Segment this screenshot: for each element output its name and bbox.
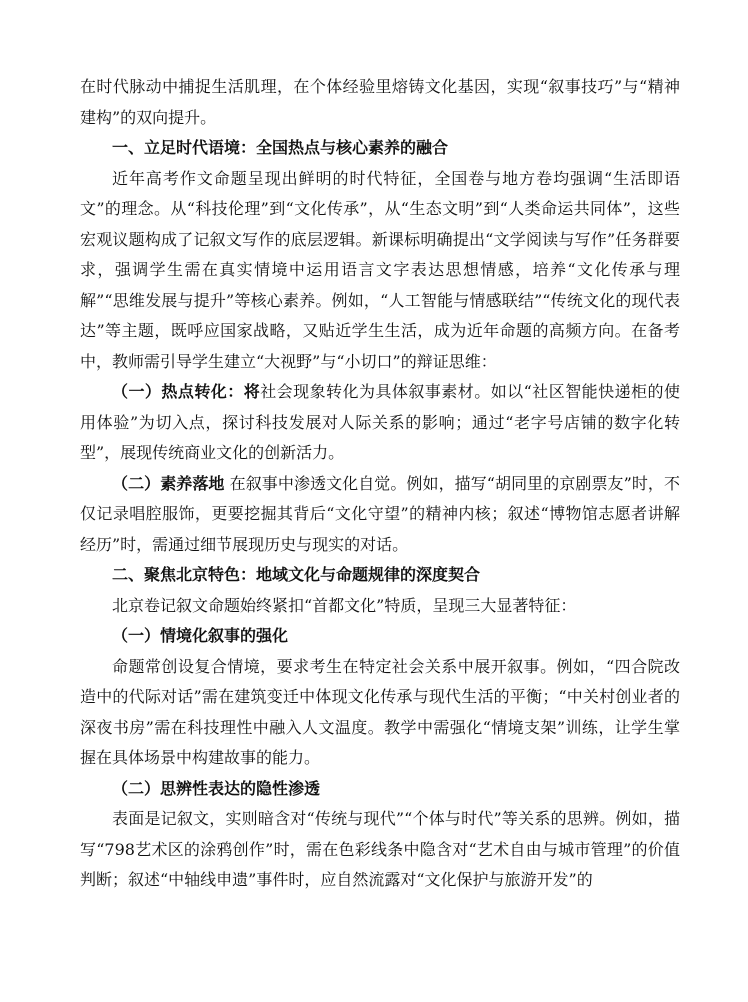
- subsection-lead: （一）热点转化：将: [112, 382, 261, 401]
- paragraph-intro-continuation: 在时代脉动中捕捉生活肌理，在个体经验里熔铸文化基因，实现“叙事技巧”与“精神建构”的双向提升。: [80, 77, 680, 127]
- paragraph-body: 近年高考作文命题呈现出鲜明的时代特征，全国卷与地方卷均强调“生活即语文”的理念。从“科技伦理”到“文化传承”，从“生态文明”到“人类命运共同体”，这些宏观议题构成了记叙文写作的底层逻辑。新课标明确提出“文学阅读与写作”任务群要求，强调学生需在真实情境中运用语言文字表达思想情感，培养“文化传承与理解”“思维发展与提升”等核心素养。例如，“人工智能与情感联结”“传统文化的现代表达”等主题，既呼应国家战略，又贴近学生生活，成为近年命题的高频方向。在备考中，教师需引导学生建立“大视野”与“小切口”的辩证思维：: [80, 168, 680, 371]
- subsection-heading: （一）情境化叙事的强化: [112, 626, 289, 645]
- paragraph-body: 命题常创设复合情境，要求考生在特定社会关系中展开叙事。例如，“四合院改造中的代际对话”需在建筑变迁中体现文化传承与现代生活的平衡；“中关村创业者的深夜书房”需在科技理性中融入人文温度。教学中需强化“情境支架”训练，让学生掌握在具体场景中构建故事的能力。: [80, 656, 680, 767]
- document-page: [80, 72, 680, 896]
- subsection-lead: （二）素养落地: [112, 473, 225, 493]
- subsection-heading: （二）思辨性表达的隐性渗透: [112, 778, 321, 798]
- subsection-literacy-paragraph: [80, 469, 680, 561]
- paragraph-body: 表面是记叙文，实则暗含对“传统与现代”“个体与时代”等关系的思辨。例如，描写“798艺术区的涂鸦创作”时，需在色彩线条中隐含对“艺术自由与城市管理”的价值判断；叙述“中轴线申遗”事件时，应自然流露对“文化保护与旅游开发”的: [80, 809, 680, 889]
- paragraph-body: 北京卷记叙文命题始终紧扣“首都文化”特质，呈现三大显著特征：: [112, 595, 577, 615]
- paragraph-text: 在叙事中渗透文化自觉。例如，描写“胡同里的京剧票友”时，不仅记录唱腔服饰，更要挖掘其背后“文化守望”的精神内核；叙述“博物馆志愿者讲解经历”时，需通过细节展现历史与现实的对话。: [80, 473, 680, 554]
- section-heading-1: 一、立足时代语境：全国热点与核心素养的融合: [112, 138, 449, 157]
- paragraph-text: 社会现象转化为具体叙事素材。如以“社区智能快递柜的使用体验”为切入点，探讨科技发展对人际关系的影响；通过“老字号店铺的数字化转型”，展现传统商业文化的创新活力。: [80, 382, 680, 462]
- section-heading-2: 二、聚焦北京特色：地域文化与命题规律的深度契合: [112, 565, 481, 584]
- subsection-hotspot-paragraph: [80, 377, 680, 469]
